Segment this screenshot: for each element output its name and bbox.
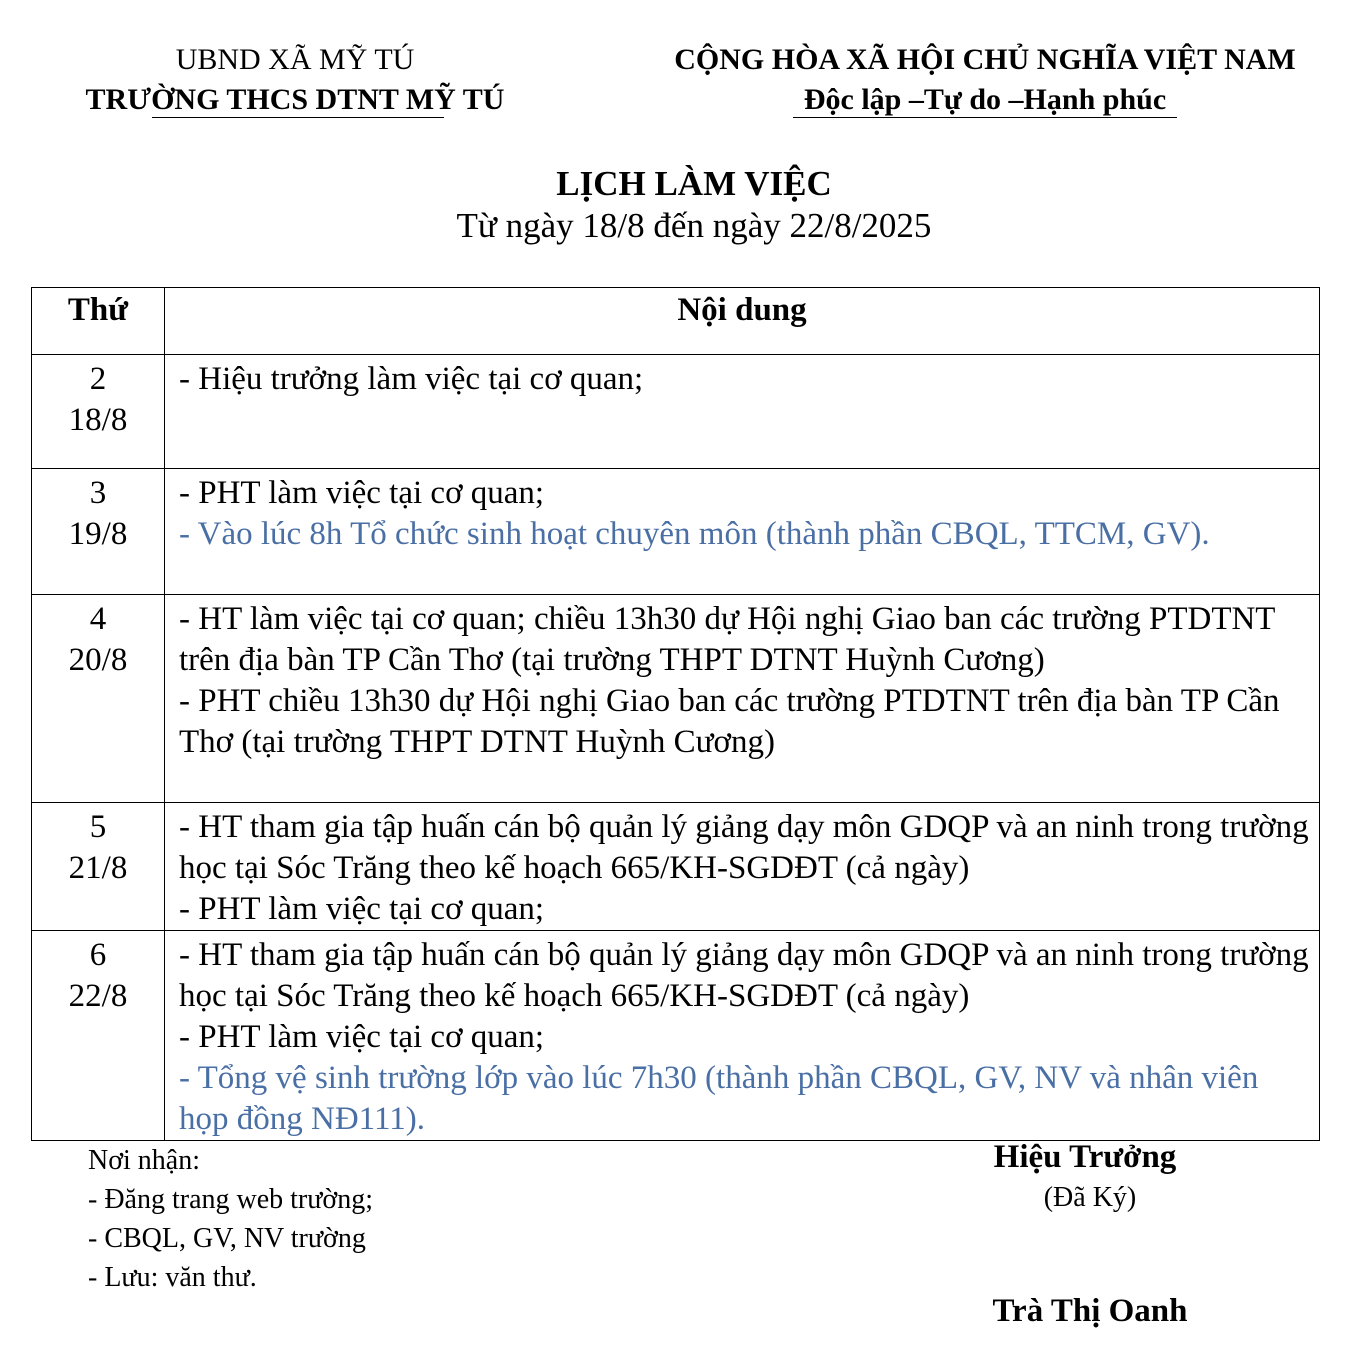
schedule-row [32,595,1320,803]
schedule-row [32,803,1320,931]
weekday-number: 5 [89,809,107,845]
schedule-item: - PHT chiều 13h30 dự Hội nghị Giao ban các trường PTDTNT trên địa bàn TP Cần Thơ (tại trường THPT DTNT Huỳnh Cương) [179,683,1280,760]
issuer-authority: UBND XÃ MỸ TÚ [175,43,415,76]
schedule-item: - HT tham gia tập huấn cán bộ quản lý giảng dạy môn GDQP và an ninh trong trường học tại Sóc Trăng theo kế hoạch 665/KH-SGDĐT (cả ngày) [179,937,1309,1014]
recipient-item: - CBQL, GV, NV trường [88,1223,366,1254]
schedule-table [31,287,1320,1141]
schedule-row [32,469,1320,595]
national-name: CỘNG HÒA XÃ HỘI CHỦ NGHĨA VIỆT NAM [674,43,1296,76]
schedule-item: - PHT làm việc tại cơ quan; [179,891,545,927]
recipient-item: - Lưu: văn thư. [88,1262,257,1293]
recipients-label: Nơi nhận: [88,1145,201,1176]
weekday-number: 6 [89,937,107,973]
day-date: 19/8 [68,516,128,552]
document-title: LỊCH LÀM VIỆC [556,164,832,203]
signer-name: Trà Thị Oanh [992,1293,1188,1329]
schedule-row [32,355,1320,469]
schedule-item: - PHT làm việc tại cơ quan; [179,1019,545,1055]
issuer-underline [152,117,444,118]
schedule-item: - PHT làm việc tại cơ quan; [179,475,545,511]
schedule-day-cell [32,595,165,803]
schedule-day-cell [32,931,165,1141]
weekday-number: 4 [89,601,107,637]
schedule-item: - Tổng vệ sinh trường lớp vào lúc 7h30 (thành phần CBQL, GV, NV và nhân viên họp đồng NĐ111). [179,1060,1259,1137]
day-date: 20/8 [68,642,128,678]
schedule-content-cell [165,803,1320,931]
schedule-day-cell [32,803,165,931]
issuer-block [60,40,530,120]
schedule-item: - HT làm việc tại cơ quan; chiều 13h30 dự Hội nghị Giao ban các trường PTDTNT trên địa bàn TP Cần Thơ (tại trường THPT DTNT Huỳnh Cương) [179,601,1275,678]
weekday-number: 2 [89,361,107,397]
schedule-header-row [32,288,1320,355]
day-date: 22/8 [68,978,128,1014]
schedule-row [32,931,1320,1141]
motto-underline [793,117,1177,118]
issuer-school: TRƯỜNG THCS DTNT MỸ TÚ [85,83,505,116]
schedule-content-cell [165,355,1320,469]
recipient-item: - Đăng trang web trường; [88,1184,374,1215]
signature-note: (Đã Ký) [1043,1182,1137,1213]
signer-title: Hiệu Trưởng [993,1139,1177,1175]
schedule-content-cell [165,595,1320,803]
schedule-item: - Hiệu trưởng làm việc tại cơ quan; [179,361,644,397]
header-content: Nội dung [165,288,1320,355]
weekday-number: 3 [89,475,107,511]
recipients-block [88,1141,373,1297]
schedule-item: - HT tham gia tập huấn cán bộ quản lý giảng dạy môn GDQP và an ninh trong trường học tại Sóc Trăng theo kế hoạch 665/KH-SGDĐT (cả ngày) [179,809,1309,886]
national-motto: Độc lập –Tự do –Hạnh phúc [803,83,1167,116]
document-date-range: Từ ngày 18/8 đến ngày 22/8/2025 [456,206,932,245]
schedule-content-cell [165,931,1320,1141]
schedule-item: - Vào lúc 8h Tổ chức sinh hoạt chuyên môn (thành phần CBQL, TTCM, GV). [179,516,1210,552]
schedule-day-cell [32,355,165,469]
header-weekday: Thứ [32,288,165,355]
day-date: 21/8 [68,850,128,886]
national-motto-block [640,40,1330,120]
day-date: 18/8 [68,402,128,438]
schedule-content-cell [165,469,1320,595]
schedule-day-cell [32,469,165,595]
